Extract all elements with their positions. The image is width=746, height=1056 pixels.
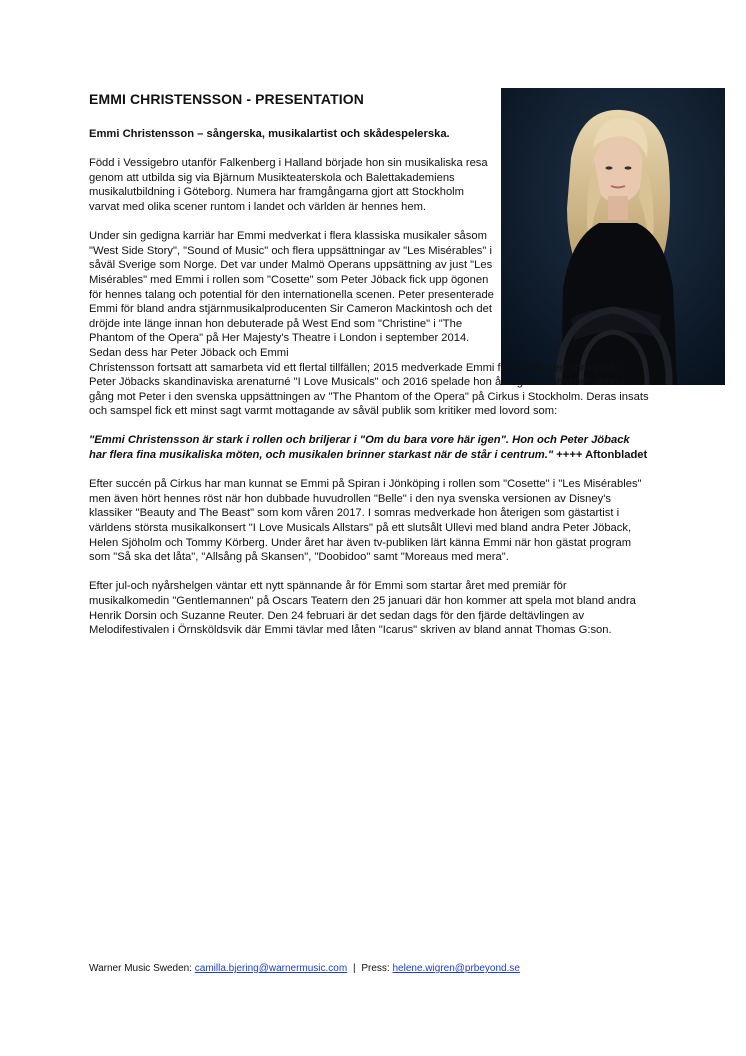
paragraph-upcoming: Efter jul-och nyårshelgen väntar ett nytt spännande år för Emmi som startar året med premiär för musikalkomedin "Gentlemannen" på Oscars Teatern den 25 januari där hon kommer att spela mot bland andra Henrik Dorsin och Suzanne Reuter. Den 24 februari är det sedan dags för den fjärde deltävlingen av Melodifestivalen i Örnsköldsvik där Emmi tävlar med låten "Icarus" skriven av bland annat Thomas G:son. (89, 580, 636, 637)
review-quote (89, 433, 649, 462)
article-body (89, 127, 649, 652)
footer-separator: | (352, 963, 356, 974)
footer-label-press: Press: (361, 963, 390, 974)
quote-source: ++++ Aftonbladet (556, 449, 648, 462)
paragraph-career-part2: Christensson fortsatt att samarbeta vid ett flertal tillfällen; 2015 medverkade Emmi första gången som gäst i Peter Jöbacks skandinaviska arenaturné "I Love Musicals" och 2016 spelade hon återigen "Christine" denna gång mot Peter i den svenska uppsättningen av "The Phantom of the Opera" på Cirkus i Stockholm. Deras insats och samspel fick ett minst sagt varmt mottagande av såväl publik som kritiker med lovord som: (89, 361, 649, 418)
warner-email-link[interactable]: camilla.bjering@warnermusic.com (194, 963, 348, 974)
press-email-link[interactable]: helene.wigren@prbeyond.se (392, 963, 520, 974)
quote-text: "Emmi Christensson är stark i rollen och briljerar i "Om du bara vore här igen". Hon och Peter Jöback har flera fina musikaliska möten, och musikalen brinner starkast när de står i centrum." (89, 434, 630, 462)
footer-label-warner: Warner Music Sweden: (89, 963, 192, 974)
paragraph-career (89, 229, 649, 419)
subtitle: Emmi Christensson – sångerska, musikalartist och skådespelerska. (89, 128, 450, 140)
paragraph-career-part1: Under sin gedigna karriär har Emmi medverkat i flera klassiska musikaler såsom "West Side Story", "Sound of Music" och flera uppsättningar av "Les Misérables" i såväl Sverige som Norge. Det var under Malmö Operans uppsättning av just "Les Misérables" med Emmi i rollen som "Cosette" som Peter Jöback fick upp ögonen för hennes talang och potential för den internationella scenen. Peter presenterade Emmi för bland andra stjärnmusikalproducenten Sir Cameron Mackintosh och det dröjde inte länge innan hon debuterade på West End som "Christine" i "The Phantom of the Opera" på Her Majesty's Theatre i London i september 2014. Sedan dess har Peter Jöback och Emmi (89, 230, 494, 359)
page-title: EMMI CHRISTENSSON - PRESENTATION (89, 91, 364, 107)
paragraph-origin: Född i Vessigebro utanför Falkenberg i Halland började hon sin musikaliska resa genom att utbilda sig via Bjärnum Musikteaterskola och Balettakademiens musikalutbildning i Göteborg. Numera har framgångarna gjort att Stockholm varvat med olika scener runtom i landet och världen är hennes hem. (89, 157, 488, 213)
paragraph-after-cirkus: Efter succén på Cirkus har man kunnat se Emmi på Spiran i Jönköping i rollen som "Cosette" i "Les Misérables" men även hört hennes röst när hon dubbade huvudrollen "Belle" i den nya svenska versionen av Disney's klassiker "Beauty and The Beast" som kom våren 2017. I somras medverkade hon återigen som gästartist i världens största musikalkonsert "I Love Musicals Allstars" på ett slutsålt Ullevi med bland andra Peter Jöback, Helen Sjöholm och Tommy Körberg. Under året har även tv-publiken lärt känna Emmi när hon gästat program som "Så ska det låta", "Allsång på Skansen", "Doobidoo" samt "Moreaus med mera". (89, 478, 642, 564)
footer-contact (89, 963, 520, 974)
